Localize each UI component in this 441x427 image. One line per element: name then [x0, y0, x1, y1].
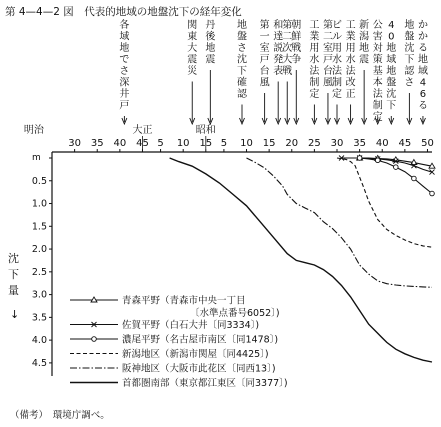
event-label: 地盤沈下認さ — [404, 20, 415, 89]
y-tick-label: 3.5 — [31, 312, 47, 324]
x-tick-label: 30 — [330, 138, 344, 149]
event-label: かかる地域 4 6 る — [417, 20, 428, 112]
event-annotation — [359, 19, 369, 124]
event-label: 各域地でさ深井戸 — [119, 20, 130, 112]
series-point — [412, 176, 417, 181]
series-line — [360, 158, 432, 194]
y-axis-label: 沈 — [8, 252, 19, 265]
era-label: 大正 — [132, 125, 153, 136]
event-label: 朝鮮戦争 — [291, 20, 302, 66]
event-annotation — [386, 20, 396, 124]
y-tick-label: 1.5 — [31, 221, 47, 233]
y-tick-label: 1.0 — [31, 198, 47, 210]
x-tick-label: 10 — [176, 138, 190, 149]
event-annotation — [187, 19, 197, 124]
y-unit-label: m — [32, 153, 41, 163]
x-tick-label: 5 — [157, 138, 164, 149]
series-line — [337, 158, 432, 247]
x-tick-label: 20 — [285, 138, 299, 149]
series-line — [170, 158, 432, 362]
event-label: ビル用水法制定 — [332, 20, 342, 100]
x-tick-label: 45 — [136, 138, 149, 149]
event-annotation — [260, 18, 270, 124]
x-tick-label: 35 — [90, 138, 104, 149]
x-tick-label: 35 — [353, 138, 366, 149]
y-axis-label: 下 — [8, 268, 19, 281]
y-tick-label: 4.0 — [31, 335, 47, 347]
series-line — [247, 158, 433, 287]
event-label: 4 0 地域地盤沈下 — [386, 20, 397, 112]
event-annotation — [332, 19, 343, 124]
y-axis-label: 量 — [8, 284, 19, 297]
legend-label: 青森平野（青森市中央一丁目 — [122, 295, 246, 307]
event-label: 工業用水法制定 — [309, 20, 320, 100]
series-point — [92, 337, 97, 342]
legend-label: 佐賀平野（白石大井〔同3334〕) — [122, 320, 260, 331]
series-point — [430, 191, 435, 196]
legend-label: 濃尾平野（名古屋市南区〔同1478〕) — [122, 334, 279, 346]
figure-title: 第 4—4—2 図 代表的地域の地盤沈下の経年変化 — [5, 6, 242, 18]
y-tick-label: 2.5 — [31, 266, 47, 278]
legend-label: 阪神地区（大阪市此花区〔同西13〕) — [122, 363, 276, 375]
legend-label: 首都圏南部（東京都江東区〔同3377〕) — [122, 378, 288, 389]
event-annotation — [346, 19, 357, 124]
event-label: 関東大震災 — [187, 20, 198, 77]
x-tick-label: 45 — [398, 138, 412, 149]
x-tick-label: 15 — [262, 138, 276, 149]
x-tick-label: 50 — [421, 138, 434, 149]
event-label: 丹後地震 — [205, 20, 216, 66]
x-tick-label: 15 — [199, 138, 213, 149]
event-label: 和達説発表 — [273, 20, 284, 77]
event-label: 第二室戸台風 — [322, 20, 333, 89]
series-point — [375, 158, 380, 163]
event-annotation — [119, 18, 129, 124]
event-label: 新潟地震 — [359, 20, 370, 66]
legend-label-cont: 〔水準点番号6052〕) — [190, 308, 280, 319]
x-tick-label: 5 — [220, 138, 228, 149]
event-annotation — [418, 19, 428, 124]
y-tick-label: 4.5 — [31, 357, 47, 369]
legend-label: 新潟地区（新潟市関屋〔同4425〕) — [122, 349, 269, 360]
x-tick-label: 25 — [308, 138, 321, 149]
event-annotation — [237, 18, 248, 124]
y-tick-label: 3.0 — [31, 289, 47, 301]
era-label: 明治 — [23, 125, 44, 136]
x-tick-label: 10 — [240, 138, 253, 149]
event-annotation — [291, 18, 301, 124]
event-label: 公害対策基本法制定 — [372, 20, 383, 123]
source-note: （備考） 環境庁調べ。 — [10, 410, 110, 421]
event-label: 第一室戸台風 — [259, 20, 270, 89]
event-annotation — [205, 19, 216, 124]
era-label: 昭和 — [195, 125, 216, 136]
x-tick-label: 40 — [375, 138, 389, 149]
y-axis-arrow: ↓ — [10, 308, 20, 321]
series-point — [394, 165, 399, 170]
event-annotation — [373, 20, 384, 124]
x-tick-label: 30 — [68, 138, 81, 149]
y-tick-label: 2.0 — [31, 244, 47, 256]
event-label: 第二次大戦 — [282, 20, 293, 77]
y-tick-label: 0.5 — [31, 175, 47, 187]
x-tick-label: 40 — [113, 138, 127, 149]
event-annotation — [309, 19, 320, 124]
series-point — [357, 156, 362, 161]
event-label: 工業用水法改正 — [345, 20, 356, 100]
event-label: 地盤さ沈下確認 — [237, 20, 247, 100]
event-annotation — [404, 18, 415, 124]
